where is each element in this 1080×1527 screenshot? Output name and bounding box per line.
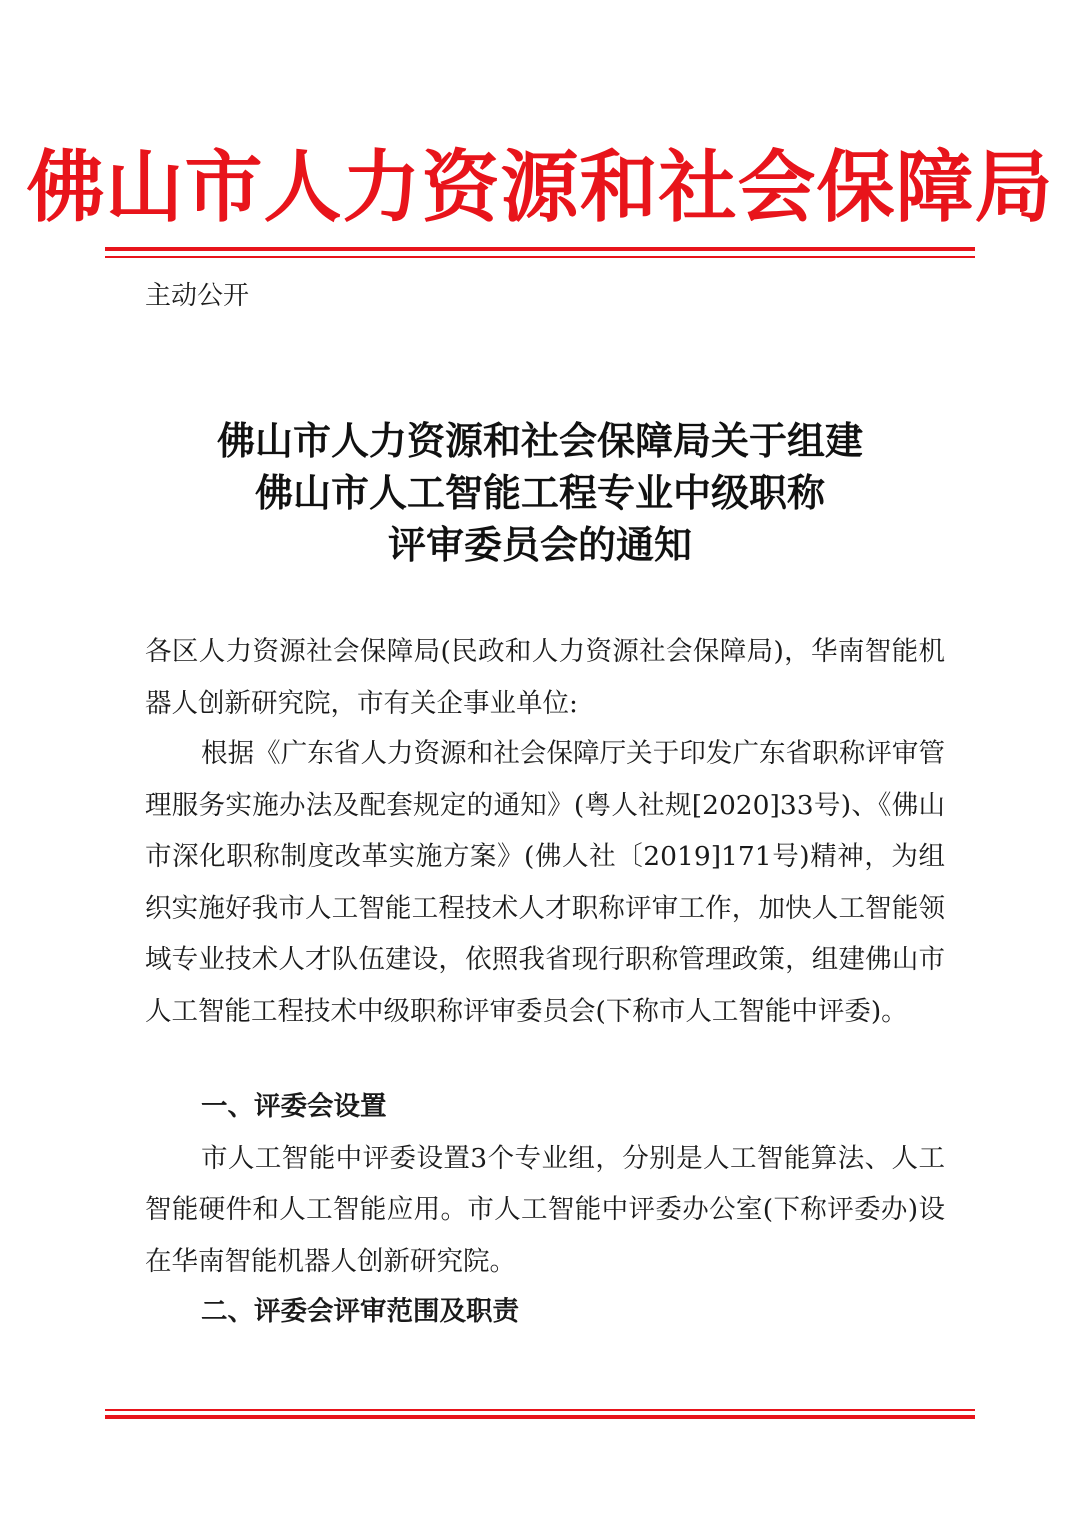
addressee-text: 各区人力资源社会保障局(民政和人力资源社会保障局)，华南智能机器人创新研究院，市有关企事业单位: [145,636,945,719]
disclosure-label: 主动公开 [145,281,250,311]
section-1 [145,1081,945,1287]
section-1-text: 市人工智能中评委设置3个专业组，分别是人工智能算法、人工智能硬件和人工智能应用。市人工智能中评委办公室(下称评委办)设在华南智能机器人创新研究院。 [145,1142,945,1277]
addressee-block [145,626,945,729]
document-title [0,415,1080,571]
footer-divider-thin [105,1409,975,1411]
title-line-3: 评审委员会的通知 [387,522,692,567]
header-divider-thin [105,256,975,258]
issuer-masthead: 佛山市人力资源和社会保障局 [26,142,1054,233]
basis-text: 根据《广东省人力资源和社会保障厅关于印发广东省职称评审管理服务实施办法及配套规定的通知》(粤人社规[2020]33号)、《佛山市深化职称制度改革实施方案》(佛人社〔2019]171号)精神，为组织实施好我市人工智能工程技术人才职称评审工作，加快人工智能领域专业技术人才队伍建设，依照我省现行职称管理政策，组建佛山市人工智能工程技术中级职称评审委员会(下称市人工智能中评委)。 [145,738,945,1027]
basis-paragraph [145,728,945,1037]
section-2 [145,1286,945,1338]
section-1-heading: 一、评委会设置 [201,1091,387,1122]
footer-divider-thick [105,1415,975,1419]
section-2-heading: 二、评委会评审范围及职责 [201,1296,519,1327]
title-line-2: 佛山市人工智能工程专业中级职称 [254,470,825,515]
title-line-1: 佛山市人力资源和社会保障局关于组建 [216,418,863,463]
header-divider-thick [105,247,975,251]
